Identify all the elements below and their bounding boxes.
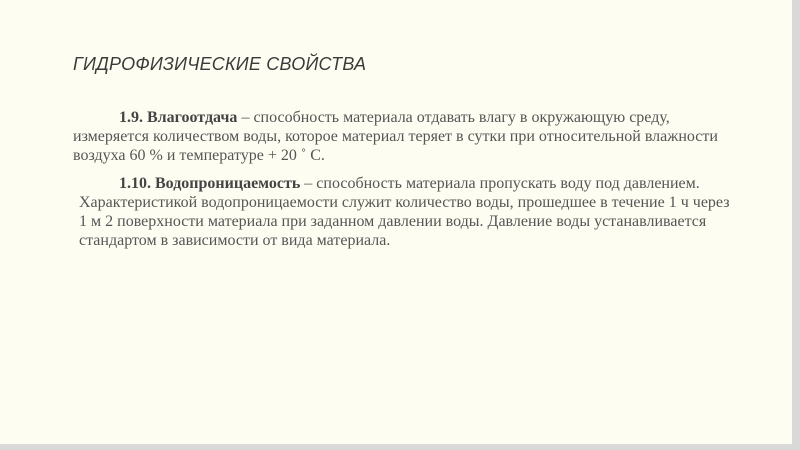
definition-water-permeability: – способность материала пропускать воду под давлением. Характеристикой водопроницаемости служит количество воды, прошедшее в течение 1 ч через 1 м 2 поверхности материала при заданном давлении воды. Давление воды устанавливается стандартом в зависимости от вида материала. [79, 175, 730, 249]
definition-moisture-release: – способность материала отдавать влагу в окружающую среду, измеряется количеством воды, которое материал теряет в сутки при относительной влажности воздуха 60 % и температуре + 20 ˚ С. [73, 109, 718, 164]
slide-title: ГИДРОФИЗИЧЕСКИЕ СВОЙСТВА [73, 54, 367, 74]
paragraph-water-permeability [73, 174, 733, 250]
term-moisture-release: 1.9. Влагоотдача [119, 109, 238, 126]
slide-content [73, 108, 733, 250]
paragraph-moisture-release [73, 108, 733, 165]
term-water-permeability: 1.10. Водопроницаемость [119, 175, 301, 192]
